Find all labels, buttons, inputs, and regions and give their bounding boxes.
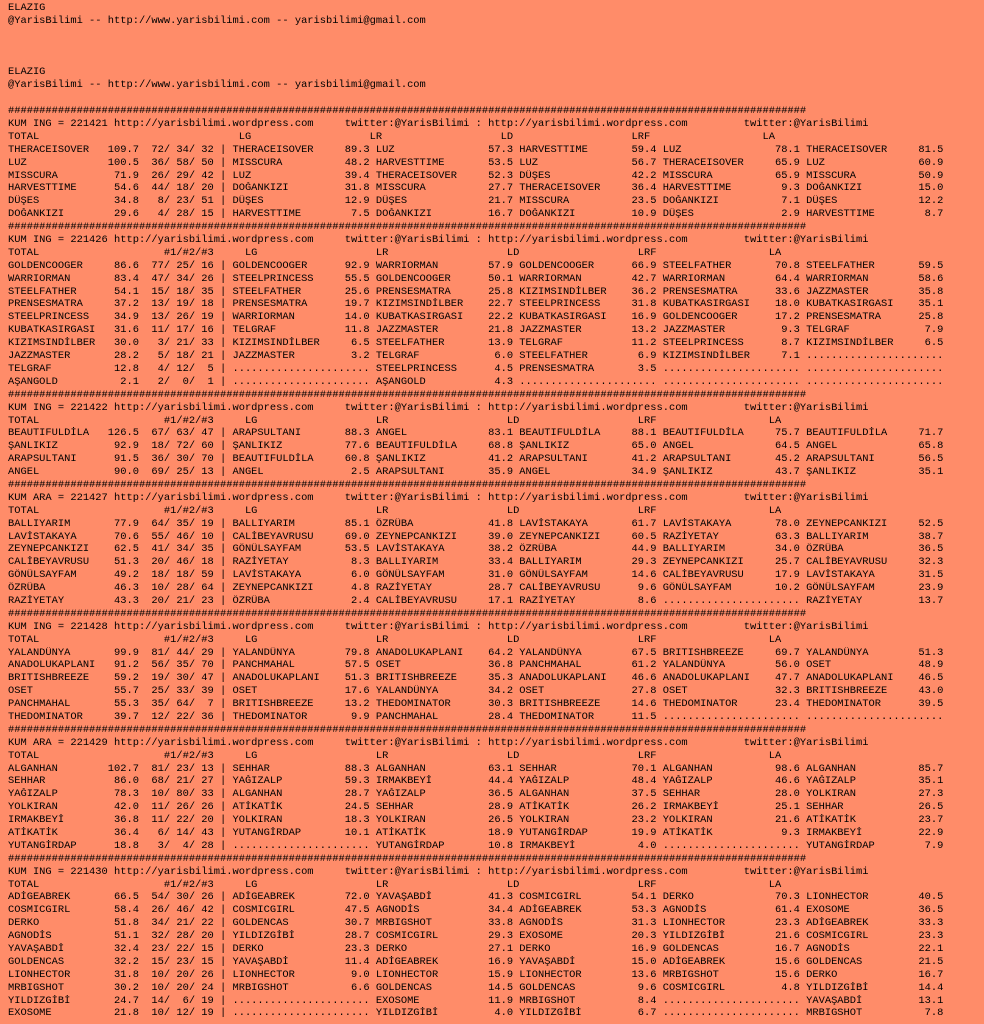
report-line: YOLKIRAN 42.0 11/ 26/ 26 | ATİKATİK 24.5 SEHHAR 28.9 ATİKATİK 26.2 IRMAKBEYİ 25.1 SEHHAR 26.5 (8, 801, 944, 814)
report-line: @YarisBilimi -- http://www.yarisbilimi.com -- yarisbilimi@gmail.com (8, 14, 426, 27)
report-line (8, 54, 984, 67)
report-line: CALİBEYAVRUSU 51.3 20/ 46/ 18 | RAZİYETAY 8.3 BALLIYARIM 33.4 BALLIYARIM 29.3 ZEYNEPCANKIZI 25.7 CALİBEYAVRUSU 32.3 (8, 556, 944, 569)
report-line: EXOSOME 21.8 10/ 12/ 19 | ...................... YILDIZGİBİ 4.0 YILDIZGİBİ 6.7 ...................... MRBIGSHOT 7.8 (8, 1007, 944, 1020)
report-line: GÖNÜLSAYFAM 49.2 18/ 18/ 59 | LAVİSTAKAYA 6.0 GÖNÜLSAYFAM 31.0 GÖNÜLSAYFAM 14.6 CALİBEYAVRUSU 17.9 LAVİSTAKAYA 31.5 (8, 569, 944, 582)
report-line: TELGRAF 12.8 4/ 12/ 5 | ...................... STEELPRINCESS 4.5 PRENSESMATRA 3.5 ...................... ...................... (8, 362, 944, 375)
report-line: ÖZRÜBA 46.3 10/ 28/ 64 | ZEYNEPCANKIZI 4.8 RAZİYETAY 28.7 CALİBEYAVRUSU 9.6 GÖNÜLSAYFAM 10.2 GÖNÜLSAYFAM 23.9 (8, 582, 944, 595)
report-line: BALLIYARIM 77.9 64/ 35/ 19 | BALLIYARIM 85.1 ÖZRÜBA 41.8 LAVİSTAKAYA 61.7 LAVİSTAKAYA 78.0 ZEYNEPCANKIZI 52.5 (8, 517, 944, 530)
report-line: KUM ING = 221430 http://yarisbilimi.wordpress.com twitter:@YarisBilimi : http://yarisbilimi.wordpress.com twitter:@YarisBilimi (8, 865, 869, 878)
report-line: TOTAL #1/#2/#3 LG LR LD LRF LA (8, 633, 782, 646)
report-line: STEELFATHER 54.1 15/ 18/ 35 | STEELFATHER 25.6 PRENSESMATRA 25.8 KIZIMSINDİLBER 36.2 PRENSESMATRA 33.6 JAZZMASTER 35.8 (8, 285, 944, 298)
report-line: SEHHAR 86.0 68/ 21/ 27 | YAĞIZALP 59.3 IRMAKBEYİ 44.4 YAĞIZALP 48.4 YAĞIZALP 46.6 YAĞIZALP 35.1 (8, 775, 944, 788)
report-line: TOTAL LG LR LD LRF LA (8, 130, 775, 143)
report-line: AŞANGOLD 2.1 2/ 0/ 1 | ...................... AŞANGOLD 4.3 ...................... ...................... ...................... (8, 375, 944, 388)
report-line: ################################################################################################################################ (8, 723, 807, 736)
report-line: ################################################################################################################################ (8, 478, 807, 491)
report-line: KUM ING = 221421 http://yarisbilimi.wordpress.com twitter:@YarisBilimi : http://yarisbilimi.wordpress.com twitter:@YarisBilimi (8, 118, 869, 131)
report-line: KUBATKASIRGASI 31.6 11/ 17/ 16 | TELGRAF 11.8 JAZZMASTER 21.8 JAZZMASTER 13.2 JAZZMASTER 9.3 TELGRAF 7.9 (8, 324, 944, 337)
report-line: KUM ING = 221422 http://yarisbilimi.wordpress.com twitter:@YarisBilimi : http://yarisbilimi.wordpress.com twitter:@YarisBilimi (8, 401, 869, 414)
report-line: YAVAŞABDİ 32.4 23/ 22/ 15 | DERKO 23.3 DERKO 27.1 DERKO 16.9 GOLDENCAS 16.7 AGNODİS 22.1 (8, 943, 944, 956)
report-line: MISSCURA 71.9 26/ 29/ 42 | LUZ 39.4 THERACEISOVER 52.3 DÜŞES 42.2 MISSCURA 65.9 MISSCURA 50.9 (8, 169, 944, 182)
report-line: @YarisBilimi -- http://www.yarisbilimi.com -- yarisbilimi@gmail.com (8, 79, 426, 92)
report-line: WARRIORMAN 83.4 47/ 34/ 26 | STEELPRINCESS 55.5 GOLDENCOOGER 50.1 WARRIORMAN 42.7 WARRIORMAN 64.4 WARRIORMAN 58.6 (8, 272, 944, 285)
report-line: OSET 55.7 25/ 33/ 39 | OSET 17.6 YALANDÜNYA 34.2 OSET 27.8 OSET 32.3 BRITISHBREEZE 43.0 (8, 685, 944, 698)
report-line: DOĞANKIZI 29.6 4/ 28/ 15 | HARVESTTIME 7.5 DOĞANKIZI 16.7 DOĞANKIZI 10.9 DÜŞES 2.9 HARVESTTIME 8.7 (8, 208, 944, 221)
report-line: ################################################################################################################################ (8, 852, 807, 865)
report-line: ################################################################################################################################ (8, 105, 807, 118)
report-line (8, 28, 984, 41)
report-line: BEAUTIFULDİLA 126.5 67/ 63/ 47 | ARAPSULTANI 88.3 ANGEL 83.1 BEAUTIFULDİLA 88.1 BEAUTIFULDİLA 75.7 BEAUTIFULDİLA 71.7 (8, 427, 944, 440)
report-line: ################################################################################################################################ (8, 221, 807, 234)
report-line: ANGEL 90.0 69/ 25/ 13 | ANGEL 2.5 ARAPSULTANI 35.9 ANGEL 34.9 ŞANLIKIZ 43.7 ŞANLIKIZ 35.1 (8, 466, 944, 479)
report-line: ARAPSULTANI 91.5 36/ 30/ 70 | BEAUTIFULDİLA 60.8 ŞANLIKIZ 41.2 ARAPSULTANI 41.2 ARAPSULTANI 45.2 ARAPSULTANI 56.5 (8, 453, 944, 466)
report-line: STEELPRINCESS 34.9 13/ 26/ 19 | WARRIORMAN 14.0 KUBATKASIRGASI 22.2 KUBATKASIRGASI 16.9 GOLDENCOOGER 17.2 PRENSESMATRA 25.8 (8, 311, 944, 324)
report-line: ŞANLIKIZ 92.9 18/ 72/ 60 | ŞANLIKIZ 77.6 BEAUTIFULDİLA 68.8 ŞANLIKIZ 65.0 ANGEL 64.5 ANGEL 65.8 (8, 440, 944, 453)
report-line: KUM ARA = 221427 http://yarisbilimi.wordpress.com twitter:@YarisBilimi : http://yarisbilimi.wordpress.com twitter:@YarisBilimi (8, 491, 869, 504)
report-line: ATİKATİK 36.4 6/ 14/ 43 | YUTANGİRDAP 10.1 ATİKATİK 18.9 YUTANGİRDAP 19.9 ATİKATİK 9.3 IRMAKBEYİ 22.9 (8, 827, 944, 839)
report-line: KIZIMSINDİLBER 30.0 3/ 21/ 33 | KIZIMSINDİLBER 6.5 STEELFATHER 13.9 TELGRAF 11.2 STEELPRINCESS 8.7 KIZIMSINDİLBER 6.5 (8, 337, 944, 350)
report-line: TOTAL #1/#2/#3 LG LR LD LRF LA (8, 504, 782, 517)
report-line: BRITISHBREEZE 59.2 19/ 30/ 47 | ANADOLUKAPLANI 51.3 BRITISHBREEZE 35.3 ANADOLUKAPLANI 46.6 ANADOLUKAPLANI 47.7 ANADOLUKAPLANI 46.5 (8, 672, 944, 685)
report-line: LIONHECTOR 31.8 10/ 20/ 26 | LIONHECTOR 9.0 LIONHECTOR 15.9 LIONHECTOR 13.6 MRBIGSHOT 15.6 DERKO 16.7 (8, 968, 944, 981)
report-line: TOTAL #1/#2/#3 LG LR LD LRF LA (8, 878, 782, 891)
report-line: LAVİSTAKAYA 70.6 55/ 46/ 10 | CALİBEYAVRUSU 69.0 ZEYNEPCANKIZI 39.0 ZEYNEPCANKIZI 60.5 RAZİYETAY 63.3 BALLIYARIM 38.7 (8, 530, 944, 543)
report-line: TOTAL #1/#2/#3 LG LR LD LRF LA (8, 749, 782, 762)
report-line: AGNODİS 51.1 32/ 28/ 20 | YILDIZGİBİ 28.7 COSMICGIRL 29.3 EXOSOME 20.3 YILDIZGİBİ 21.6 COSMICGIRL 23.3 (8, 930, 944, 943)
report-line: TOTAL #1/#2/#3 LG LR LD LRF LA (8, 414, 782, 427)
report-line: GOLDENCAS 32.2 15/ 23/ 15 | YAVAŞABDİ 11.4 ADİGEABREK 16.9 YAVAŞABDİ 15.0 ADİGEABREK 15.6 GOLDENCAS 21.5 (8, 955, 944, 968)
report-line: ################################################################################################################################ (8, 388, 807, 401)
report-line: ZEYNEPCANKIZI 62.5 41/ 34/ 35 | GÖNÜLSAYFAM 53.5 LAVİSTAKAYA 38.2 ÖZRÜBA 44.9 BALLIYARIM 34.0 ÖZRÜBA 36.5 (8, 543, 944, 556)
report-line: IRMAKBEYİ 36.8 11/ 22/ 20 | YOLKIRAN 18.3 YOLKIRAN 26.5 YOLKIRAN 23.2 YOLKIRAN 21.6 ATİKATİK 23.7 (8, 814, 944, 827)
report-line: GOLDENCOOGER 86.6 77/ 25/ 16 | GOLDENCOOGER 92.9 WARRIORMAN 57.9 GOLDENCOOGER 66.9 STEELFATHER 70.8 STEELFATHER 59.5 (8, 259, 944, 272)
report-line: THEDOMINATOR 39.7 12/ 22/ 36 | THEDOMINATOR 9.9 PANCHMAHAL 28.4 THEDOMINATOR 11.5 ...................... ...................... (8, 710, 944, 723)
report-line: COSMICGIRL 58.4 26/ 46/ 42 | COSMICGIRL 47.5 AGNODİS 34.4 ADİGEABREK 53.3 AGNODİS 61.4 EXOSOME 36.5 (8, 904, 944, 917)
report-line (8, 92, 984, 105)
report-line: YALANDÜNYA 99.9 81/ 44/ 29 | YALANDÜNYA 79.8 ANADOLUKAPLANI 64.2 YALANDÜNYA 67.5 BRITISHBREEZE 69.7 YALANDÜNYA 51.3 (8, 646, 944, 659)
report-line: KUM ARA = 221429 http://yarisbilimi.wordpress.com twitter:@YarisBilimi : http://yarisbilimi.wordpress.com twitter:@YarisBilimi (8, 736, 869, 749)
report-line: YAĞIZALP 78.3 10/ 80/ 33 | ALGANHAN 28.7 YAĞIZALP 36.5 ALGANHAN 37.5 SEHHAR 28.0 YOLKIRAN 27.3 (8, 788, 944, 801)
report-line: ################################################################################################################################ (8, 607, 807, 620)
report-line: ELAZIG (8, 66, 46, 79)
report-line: RAZİYETAY 43.3 20/ 21/ 23 | ÖZRÜBA 2.4 CALİBEYAVRUSU 17.1 RAZİYETAY 8.6 ...................... RAZİYETAY 13.7 (8, 594, 944, 607)
report-line: PANCHMAHAL 55.3 35/ 64/ 7 | BRITISHBREEZE 13.2 THEDOMINATOR 30.3 BRITISHBREEZE 14.6 THEDOMINATOR 23.4 THEDOMINATOR 39.5 (8, 698, 944, 711)
report-line: TOTAL #1/#2/#3 LG LR LD LRF LA (8, 246, 782, 259)
report-line: ALGANHAN 102.7 81/ 23/ 13 | SEHHAR 88.3 ALGANHAN 63.1 SEHHAR 70.1 ALGANHAN 98.6 ALGANHAN 85.7 (8, 762, 944, 775)
report-line: ANADOLUKAPLANI 91.2 56/ 35/ 70 | PANCHMAHAL 57.5 OSET 36.8 PANCHMAHAL 61.2 YALANDÜNYA 56.0 OSET 48.9 (8, 659, 944, 672)
report-line: LUZ 100.5 36/ 58/ 50 | MISSCURA 48.2 HARVESTTIME 53.5 LUZ 56.7 THERACEISOVER 65.9 LUZ 60.9 (8, 156, 944, 169)
report-line: JAZZMASTER 28.2 5/ 18/ 21 | JAZZMASTER 3.2 TELGRAF 6.0 STEELFATHER 6.9 KIZIMSINDİLBER 7.1 ...................... (8, 350, 944, 363)
report-line: KUM ING = 221428 http://yarisbilimi.wordpress.com twitter:@YarisBilimi : http://yarisbilimi.wordpress.com twitter:@YarisBilimi (8, 620, 869, 633)
report-line: ADİGEABREK 66.5 54/ 30/ 26 | ADİGEABREK 72.0 YAVAŞABDİ 41.3 COSMICGIRL 54.1 DERKO 70.3 LIONHECTOR 40.5 (8, 891, 944, 904)
report-line: ELAZIG (8, 2, 46, 14)
report-line: YUTANGİRDAP 18.8 3/ 4/ 28 | ...................... YUTANGİRDAP 10.8 IRMAKBEYİ 4.0 ...................... YUTANGİRDAP 7.9 (8, 839, 944, 852)
report-line: DERKO 51.8 34/ 21/ 22 | GOLDENCAS 30.7 MRBIGSHOT 33.8 AGNODİS 31.3 LIONHECTOR 23.3 ADİGEABREK 33.3 (8, 917, 944, 930)
report-line: MRBIGSHOT 30.2 10/ 20/ 24 | MRBIGSHOT 6.6 GOLDENCAS 14.5 GOLDENCAS 9.6 COSMICGIRL 4.8 YILDIZGİBİ 14.4 (8, 981, 944, 994)
report-line (8, 41, 984, 54)
report-line: YILDIZGİBİ 24.7 14/ 6/ 19 | ...................... EXOSOME 11.9 MRBIGSHOT 8.4 ...................... YAVAŞABDİ 13.1 (8, 994, 944, 1007)
report-line: PRENSESMATRA 37.2 13/ 19/ 18 | PRENSESMATRA 19.7 KIZIMSINDİLBER 22.7 STEELPRINCESS 31.8 KUBATKASIRGASI 18.0 KUBATKASIRGASI 35.1 (8, 298, 944, 311)
report-line: KUM ING = 221426 http://yarisbilimi.wordpress.com twitter:@YarisBilimi : http://yarisbilimi.wordpress.com twitter:@YarisBilimi (8, 234, 869, 247)
report-line: THERACEISOVER 109.7 72/ 34/ 32 | THERACEISOVER 89.3 LUZ 57.3 HARVESTTIME 59.4 LUZ 78.1 THERACEISOVER 81.5 (8, 143, 944, 156)
report-line: HARVESTTIME 54.6 44/ 18/ 20 | DOĞANKIZI 31.8 MISSCURA 27.7 THERACEISOVER 36.4 HARVESTTIME 9.3 DOĞANKIZI 15.0 (8, 182, 944, 195)
report-line: DÜŞES 34.8 8/ 23/ 51 | DÜŞES 12.9 DÜŞES 21.7 MISSCURA 23.5 DOĞANKIZI 7.1 DÜŞES 12.2 (8, 195, 944, 208)
